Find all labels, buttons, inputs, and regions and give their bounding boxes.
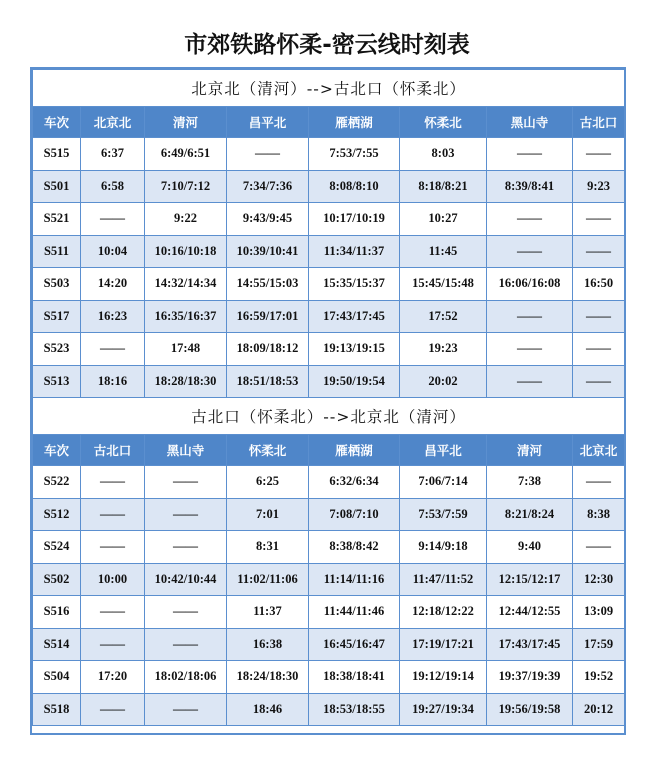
train-number-cell: S517 [33, 300, 81, 333]
time-cell: 18:51/18:53 [227, 365, 309, 398]
time-cell: 18:24/18:30 [227, 661, 309, 694]
time-cell: 19:13/19:15 [309, 333, 400, 366]
train-number-cell: S518 [33, 693, 81, 726]
train-number-cell: S523 [33, 333, 81, 366]
time-cell: —— [81, 498, 145, 531]
column-header: 车次 [33, 107, 81, 138]
time-cell: 8:21/8:24 [487, 498, 573, 531]
column-header: 古北口 [81, 435, 145, 466]
time-cell: 19:12/19:14 [400, 661, 487, 694]
time-cell: 20:12 [573, 693, 625, 726]
time-cell: 8:31 [227, 531, 309, 564]
time-cell: 6:25 [227, 466, 309, 499]
time-cell: —— [573, 300, 625, 333]
time-cell: 8:38/8:42 [309, 531, 400, 564]
time-cell: —— [81, 596, 145, 629]
column-header: 清河 [487, 435, 573, 466]
time-cell: —— [145, 466, 227, 499]
timetable [32, 69, 625, 726]
column-header: 北京北 [573, 435, 625, 466]
time-cell: —— [487, 365, 573, 398]
time-cell: —— [145, 693, 227, 726]
time-cell: —— [81, 628, 145, 661]
column-header: 怀柔北 [227, 435, 309, 466]
time-cell: 13:09 [573, 596, 625, 629]
time-cell: 7:53/7:59 [400, 498, 487, 531]
time-cell: 11:47/11:52 [400, 563, 487, 596]
column-header: 黑山寺 [487, 107, 573, 138]
time-cell: —— [487, 333, 573, 366]
time-cell: 12:18/12:22 [400, 596, 487, 629]
time-cell: 10:42/10:44 [145, 563, 227, 596]
time-cell: 10:27 [400, 203, 487, 236]
time-cell: 8:08/8:10 [309, 170, 400, 203]
time-cell: 17:59 [573, 628, 625, 661]
time-cell: 9:23 [573, 170, 625, 203]
train-number-cell: S501 [33, 170, 81, 203]
table-row [33, 333, 625, 366]
time-cell: 17:43/17:45 [309, 300, 400, 333]
time-cell: 18:16 [81, 365, 145, 398]
table-row [33, 300, 625, 333]
table-row [33, 170, 625, 203]
train-number-cell: S522 [33, 466, 81, 499]
train-number-cell: S521 [33, 203, 81, 236]
time-cell: —— [81, 466, 145, 499]
column-header: 怀柔北 [400, 107, 487, 138]
time-cell: —— [487, 235, 573, 268]
time-cell: 18:46 [227, 693, 309, 726]
time-cell: 16:45/16:47 [309, 628, 400, 661]
time-cell: 15:35/15:37 [309, 268, 400, 301]
train-number-cell: S514 [33, 628, 81, 661]
page-title: 市郊铁路怀柔-密云线时刻表 [184, 32, 470, 58]
direction-row [33, 398, 625, 435]
direction-label: 古北口（怀柔北）-->北京北（清河） [33, 398, 625, 435]
table-row [33, 138, 625, 171]
column-header: 雁栖湖 [309, 107, 400, 138]
time-cell: 18:38/18:41 [309, 661, 400, 694]
table-row [33, 466, 625, 499]
time-cell: —— [573, 138, 625, 171]
table-row [33, 628, 625, 661]
direction-row [33, 70, 625, 107]
time-cell: 16:23 [81, 300, 145, 333]
time-cell: —— [573, 365, 625, 398]
train-number-cell: S504 [33, 661, 81, 694]
time-cell: 10:04 [81, 235, 145, 268]
time-cell: 18:53/18:55 [309, 693, 400, 726]
time-cell: 19:27/19:34 [400, 693, 487, 726]
time-cell: 9:22 [145, 203, 227, 236]
time-cell: —— [81, 203, 145, 236]
table-row [33, 235, 625, 268]
time-cell: —— [145, 498, 227, 531]
time-cell: 11:45 [400, 235, 487, 268]
time-cell: 10:16/10:18 [145, 235, 227, 268]
column-header: 昌平北 [227, 107, 309, 138]
time-cell: 11:37 [227, 596, 309, 629]
time-cell: —— [573, 531, 625, 564]
time-cell: 9:40 [487, 531, 573, 564]
time-cell: 18:09/18:12 [227, 333, 309, 366]
table-row [33, 365, 625, 398]
train-number-cell: S515 [33, 138, 81, 171]
column-header: 古北口 [573, 107, 625, 138]
table-row [33, 563, 625, 596]
time-cell: —— [145, 596, 227, 629]
time-cell: —— [487, 300, 573, 333]
timetable-body [33, 70, 625, 726]
time-cell: 20:02 [400, 365, 487, 398]
column-header: 北京北 [81, 107, 145, 138]
time-cell: 6:37 [81, 138, 145, 171]
table-row [33, 531, 625, 564]
time-cell: 7:38 [487, 466, 573, 499]
table-row [33, 498, 625, 531]
time-cell: 19:23 [400, 333, 487, 366]
time-cell: 19:50/19:54 [309, 365, 400, 398]
time-cell: —— [573, 333, 625, 366]
time-cell: 11:14/11:16 [309, 563, 400, 596]
time-cell: 10:00 [81, 563, 145, 596]
time-cell: 12:30 [573, 563, 625, 596]
time-cell: 7:01 [227, 498, 309, 531]
train-number-cell: S512 [33, 498, 81, 531]
time-cell: 16:06/16:08 [487, 268, 573, 301]
time-cell: 7:06/7:14 [400, 466, 487, 499]
time-cell: 12:15/12:17 [487, 563, 573, 596]
time-cell: 8:39/8:41 [487, 170, 573, 203]
time-cell: 19:56/19:58 [487, 693, 573, 726]
time-cell: —— [573, 203, 625, 236]
train-number-cell: S516 [33, 596, 81, 629]
time-cell: —— [227, 138, 309, 171]
train-number-cell: S511 [33, 235, 81, 268]
time-cell: 6:58 [81, 170, 145, 203]
time-cell: 7:10/7:12 [145, 170, 227, 203]
time-cell: 16:38 [227, 628, 309, 661]
time-cell: 14:55/15:03 [227, 268, 309, 301]
time-cell: 10:17/10:19 [309, 203, 400, 236]
timetable-frame [30, 67, 626, 735]
train-number-cell: S524 [33, 531, 81, 564]
time-cell: 8:38 [573, 498, 625, 531]
time-cell: 7:34/7:36 [227, 170, 309, 203]
header-row [33, 435, 625, 466]
time-cell: 16:50 [573, 268, 625, 301]
header-row [33, 107, 625, 138]
time-cell: 11:02/11:06 [227, 563, 309, 596]
table-row [33, 661, 625, 694]
time-cell: 7:53/7:55 [309, 138, 400, 171]
train-number-cell: S513 [33, 365, 81, 398]
time-cell: 17:52 [400, 300, 487, 333]
column-header: 清河 [145, 107, 227, 138]
time-cell: —— [487, 203, 573, 236]
time-cell: 9:14/9:18 [400, 531, 487, 564]
time-cell: 19:37/19:39 [487, 661, 573, 694]
direction-label: 北京北（清河）-->古北口（怀柔北） [33, 70, 625, 107]
time-cell: 17:48 [145, 333, 227, 366]
time-cell: 8:03 [400, 138, 487, 171]
time-cell: 6:49/6:51 [145, 138, 227, 171]
time-cell: 6:32/6:34 [309, 466, 400, 499]
train-number-cell: S503 [33, 268, 81, 301]
table-row [33, 596, 625, 629]
time-cell: 17:19/17:21 [400, 628, 487, 661]
time-cell: —— [145, 628, 227, 661]
time-cell: 10:39/10:41 [227, 235, 309, 268]
time-cell: 16:35/16:37 [145, 300, 227, 333]
time-cell: —— [573, 235, 625, 268]
time-cell: —— [573, 466, 625, 499]
time-cell: 11:44/11:46 [309, 596, 400, 629]
time-cell: —— [487, 138, 573, 171]
time-cell: 9:43/9:45 [227, 203, 309, 236]
time-cell: 15:45/15:48 [400, 268, 487, 301]
column-header: 车次 [33, 435, 81, 466]
column-header: 雁栖湖 [309, 435, 400, 466]
table-row [33, 693, 625, 726]
column-header: 黑山寺 [145, 435, 227, 466]
time-cell: 17:43/17:45 [487, 628, 573, 661]
time-cell: 7:08/7:10 [309, 498, 400, 531]
column-header: 昌平北 [400, 435, 487, 466]
time-cell: —— [81, 333, 145, 366]
time-cell: 14:32/14:34 [145, 268, 227, 301]
time-cell: 16:59/17:01 [227, 300, 309, 333]
time-cell: —— [81, 693, 145, 726]
time-cell: 12:44/12:55 [487, 596, 573, 629]
time-cell: 8:18/8:21 [400, 170, 487, 203]
time-cell: 18:28/18:30 [145, 365, 227, 398]
time-cell: 18:02/18:06 [145, 661, 227, 694]
train-number-cell: S502 [33, 563, 81, 596]
time-cell: —— [81, 531, 145, 564]
time-cell: 14:20 [81, 268, 145, 301]
time-cell: —— [145, 531, 227, 564]
table-row [33, 203, 625, 236]
table-row [33, 268, 625, 301]
time-cell: 11:34/11:37 [309, 235, 400, 268]
time-cell: 19:52 [573, 661, 625, 694]
time-cell: 17:20 [81, 661, 145, 694]
